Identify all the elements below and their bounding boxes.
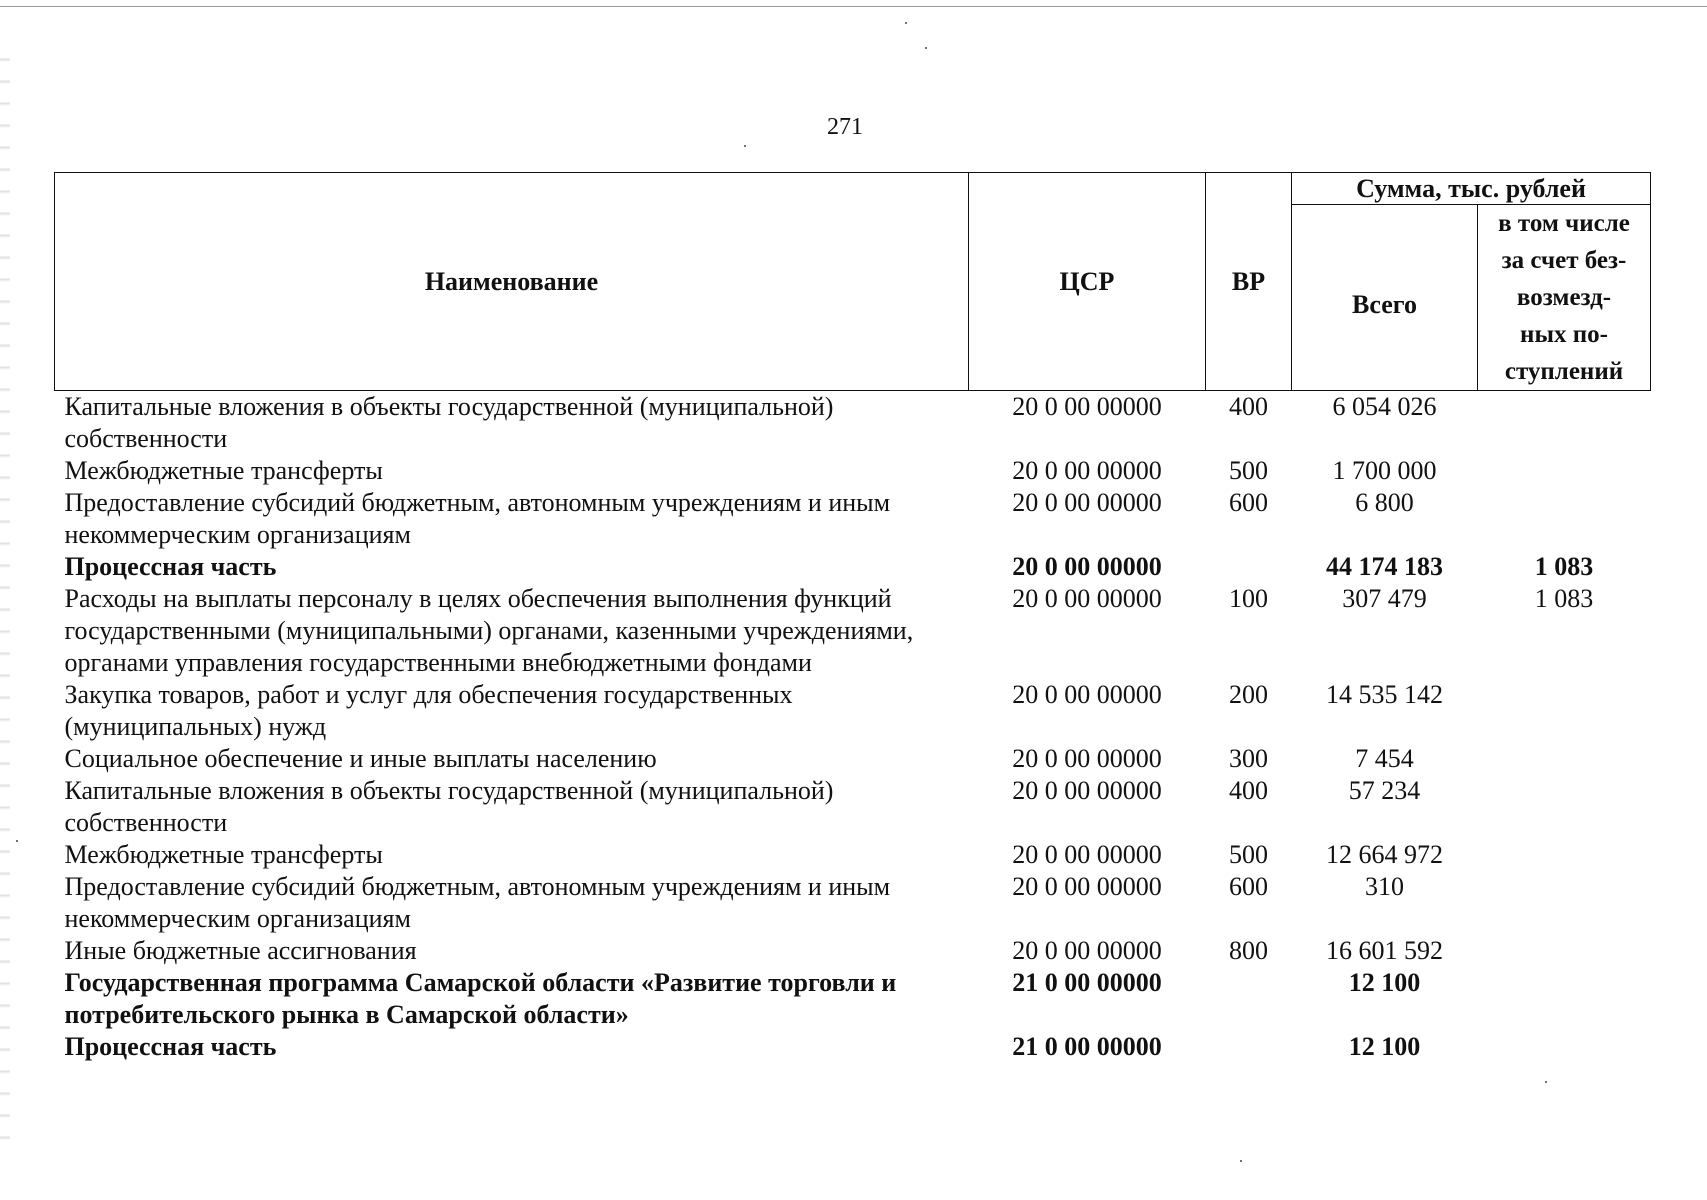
header-csr: ЦСР [969, 173, 1206, 391]
row-vr: 600 [1229, 488, 1268, 517]
row-csr: 20 0 00 00000 [1012, 392, 1162, 421]
row-name: Процессная часть [64, 1032, 277, 1061]
row-total: 16 601 592 [1326, 936, 1443, 965]
row-vr: 400 [1229, 392, 1268, 421]
row-name: Межбюджетные трансферты [64, 840, 383, 869]
table-row [55, 935, 1651, 967]
row-vr [1206, 551, 1292, 583]
row-total: 12 100 [1348, 1032, 1421, 1061]
row-total: 12 100 [1348, 968, 1421, 997]
row-vr: 200 [1229, 680, 1268, 709]
row-included [1478, 455, 1651, 487]
row-included [1478, 487, 1651, 551]
row-name: Процессная часть [64, 552, 277, 581]
row-csr: 20 0 00 00000 [1012, 936, 1162, 965]
row-csr: 20 0 00 00000 [1012, 872, 1162, 901]
table-row [55, 487, 1651, 551]
header-included [1478, 205, 1651, 391]
scan-speck [1240, 1160, 1242, 1162]
row-name: Капитальные вложения в объекты государственной (муниципальной) собственности [64, 392, 834, 453]
scan-speck [16, 840, 18, 842]
scan-speck [925, 47, 927, 49]
row-vr [1206, 967, 1292, 1031]
table-row [55, 775, 1651, 839]
table-body [55, 391, 1651, 1064]
row-included [1478, 679, 1651, 743]
row-included [1478, 935, 1651, 967]
row-csr: 21 0 00 00000 [1012, 1032, 1162, 1061]
row-vr: 500 [1229, 840, 1268, 869]
row-csr: 20 0 00 00000 [1012, 488, 1162, 517]
header-vr: ВР [1206, 173, 1292, 391]
row-included [1478, 1031, 1651, 1063]
row-csr: 20 0 00 00000 [1012, 840, 1162, 869]
row-included [1478, 839, 1651, 871]
header-included-line: в том числе [1498, 210, 1630, 237]
scan-speck [744, 145, 746, 147]
table-header [55, 173, 1651, 391]
row-name: Предоставление субсидий бюджетным, автономным учреждениям и иным некоммерческим организациям [64, 872, 891, 933]
scan-speck [1545, 1081, 1547, 1083]
row-vr [1206, 1031, 1292, 1063]
header-included-line: ступлений [1504, 358, 1624, 385]
table-row [55, 679, 1651, 743]
table-row [55, 583, 1651, 679]
row-name: Расходы на выплаты персоналу в целях обеспечения выполнения функций государственными (муниципальными) органами, казенными учреждениями, органами управления государственными внебюджетными фондами [64, 584, 914, 677]
row-csr: 20 0 00 00000 [1012, 584, 1162, 613]
row-total: 1 700 000 [1332, 456, 1437, 485]
row-csr: 20 0 00 00000 [1012, 744, 1162, 773]
row-vr: 600 [1229, 872, 1268, 901]
table-row-section [55, 1031, 1651, 1063]
header-sum-group: Сумма, тыс. рублей [1292, 173, 1651, 205]
header-included-line: ных по- [1520, 321, 1608, 348]
row-total: 6 054 026 [1332, 392, 1437, 421]
table-row [55, 871, 1651, 935]
row-name: Иные бюджетные ассигнования [64, 936, 417, 965]
row-total: 310 [1365, 872, 1404, 901]
row-included [1478, 391, 1651, 456]
row-name: Капитальные вложения в объекты государственной (муниципальной) собственности [64, 776, 834, 837]
header-name: Наименование [55, 173, 969, 391]
row-name: Государственная программа Самарской области «Развитие торговли и потребительского рынка в Самарской области» [64, 968, 897, 1029]
row-included: 1 083 [1534, 552, 1594, 581]
table-row [55, 743, 1651, 775]
page-number: 271 [827, 114, 863, 140]
row-name: Социальное обеспечение и иные выплаты населению [64, 744, 657, 773]
row-total: 7 454 [1355, 744, 1414, 773]
header-included-line: за счет без- [1501, 247, 1627, 274]
table-row [55, 391, 1651, 456]
row-vr: 800 [1229, 936, 1268, 965]
header-total: Всего [1292, 205, 1478, 391]
row-total: 12 664 972 [1326, 840, 1443, 869]
row-name: Закупка товаров, работ и услуг для обеспечения государственных (муниципальных) нужд [64, 680, 793, 741]
row-included [1478, 743, 1651, 775]
row-included [1478, 871, 1651, 935]
table-row [55, 839, 1651, 871]
row-csr: 20 0 00 00000 [1012, 776, 1162, 805]
row-vr: 300 [1229, 744, 1268, 773]
row-name: Межбюджетные трансферты [64, 456, 383, 485]
left-edge-scan-noise [0, 40, 10, 1140]
row-csr: 20 0 00 00000 [1012, 456, 1162, 485]
budget-table [54, 172, 1651, 1063]
scan-speck [905, 22, 907, 24]
row-total: 14 535 142 [1326, 680, 1443, 709]
table-row-program [55, 967, 1651, 1031]
row-csr: 20 0 00 00000 [1012, 680, 1162, 709]
row-total: 307 479 [1342, 584, 1427, 613]
row-total: 6 800 [1355, 488, 1414, 517]
table-row [55, 455, 1651, 487]
row-included [1478, 775, 1651, 839]
row-included [1478, 967, 1651, 1031]
row-included: 1 083 [1534, 584, 1594, 613]
row-csr: 21 0 00 00000 [1012, 968, 1162, 997]
table-row-section [55, 551, 1651, 583]
row-total: 44 174 183 [1326, 552, 1443, 581]
row-name: Предоставление субсидий бюджетным, автономным учреждениям и иным некоммерческим организациям [64, 488, 891, 549]
top-scan-rule [0, 6, 1707, 7]
row-vr: 500 [1229, 456, 1268, 485]
header-included-line: возмезд- [1516, 284, 1612, 311]
row-total: 57 234 [1348, 776, 1421, 805]
row-vr: 100 [1229, 584, 1268, 613]
row-vr: 400 [1229, 776, 1268, 805]
row-csr: 20 0 00 00000 [1012, 552, 1162, 581]
